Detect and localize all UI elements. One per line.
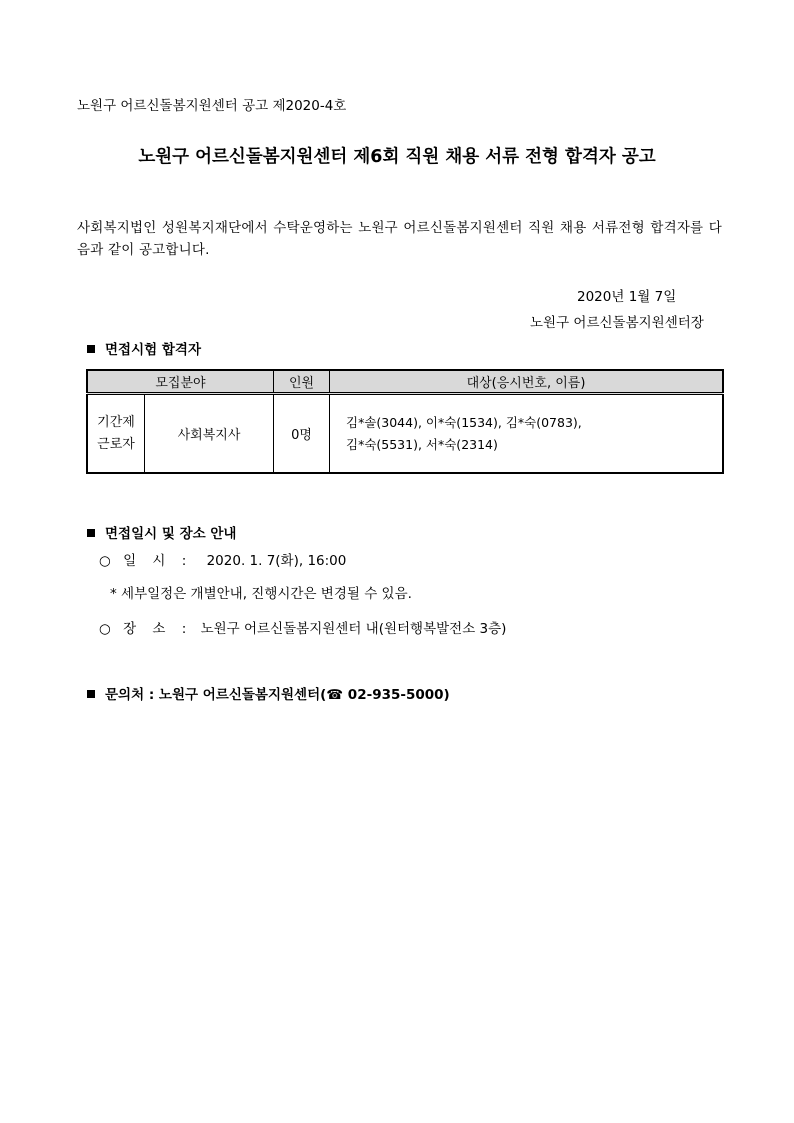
cell-category: 기간제 근로자 [87, 394, 145, 474]
venue-label: 장 소 : [123, 621, 193, 637]
announcement-date: 2020년 1월 7일 [577, 289, 677, 305]
venue-value: 노원구 어르신돌봄지원센터 내(원터행복발전소 3층) [200, 621, 507, 637]
schedule-value: 2020. 1. 7(화), 16:00 [206, 553, 347, 569]
interview-venue [99, 617, 506, 637]
square-bullet-icon [87, 529, 95, 537]
candidates-line: 김*솔(3044), 이*숙(1534), 김*숙(0783), [346, 414, 582, 430]
results-table [86, 369, 724, 474]
table-row [87, 394, 723, 474]
cell-candidates [330, 394, 724, 474]
table-header-row [87, 370, 723, 394]
section-heading-interview [87, 522, 236, 542]
column-header-candidates: 대상(응시번호, 이름) [330, 370, 724, 394]
circle-bullet-icon: ○ [99, 621, 111, 637]
square-bullet-icon [87, 345, 95, 353]
section-heading-results [87, 338, 201, 358]
circle-bullet-icon: ○ [99, 553, 111, 569]
cell-count: 0명 [274, 394, 330, 474]
contact-info: 문의처 : 노원구 어르신돌봄지원센터(☎ 02-935-5000) [105, 687, 450, 703]
square-bullet-icon [87, 690, 95, 698]
candidates-line: 김*숙(5531), 서*숙(2314) [346, 436, 498, 452]
document-number: 노원구 어르신돌봄지원센터 공고 제2020-4호 [77, 98, 347, 114]
interview-schedule [99, 549, 346, 569]
schedule-note: * 세부일정은 개별안내, 진행시간은 변경될 수 있음. [110, 586, 412, 602]
intro-paragraph: 사회복지법인 성원복지재단에서 수탁운영하는 노원구 어르신돌봄지원센터 직원 채용 서류전형 합격자를 다음과 같이 공고합니다. [77, 220, 722, 258]
section-heading-label: 면접시험 합격자 [105, 342, 201, 358]
column-header-count: 인원 [274, 370, 330, 394]
section-heading-label: 면접일시 및 장소 안내 [105, 526, 237, 542]
section-heading-contact [87, 683, 450, 703]
page-title: 노원구 어르신돌봄지원센터 제6회 직원 채용 서류 전형 합격자 공고 [138, 147, 656, 167]
schedule-label: 일 시 : [123, 553, 193, 569]
column-header-field: 모집분야 [87, 370, 274, 394]
issuer-name: 노원구 어르신돌봄지원센터장 [530, 315, 704, 331]
cell-field: 사회복지사 [145, 394, 274, 474]
